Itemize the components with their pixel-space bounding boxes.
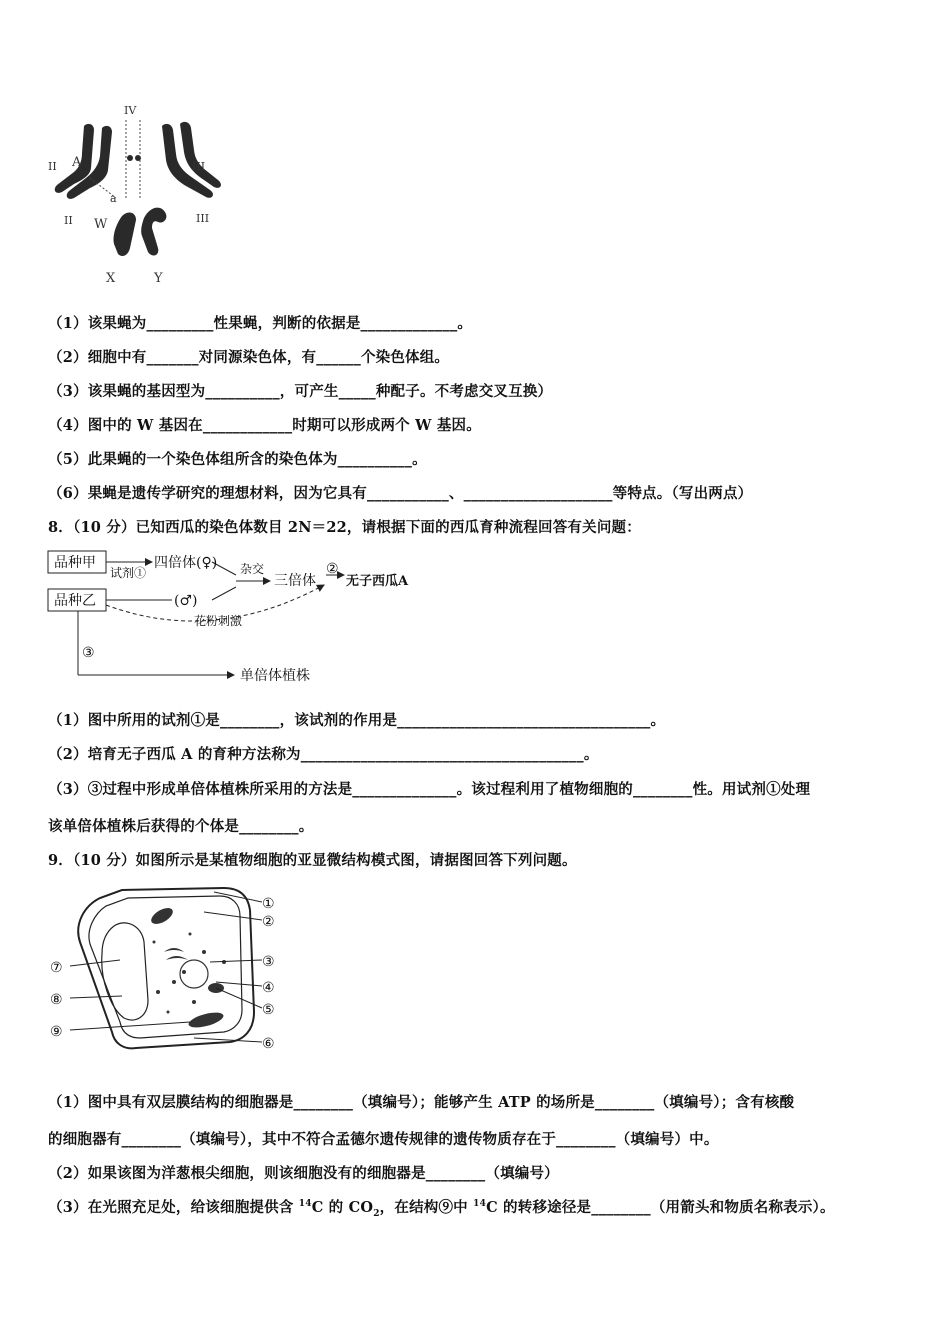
fly-karyotype-figure [44, 98, 230, 288]
q9-q3-superscript-2: 14 [473, 1199, 487, 1210]
q9-q3-part-3: ，在结构⑨中 [379, 1199, 474, 1216]
label-4: ④ [262, 980, 275, 996]
q9-q3-superscript-1: 14 [298, 1199, 312, 1210]
q8-question-2: （2）培育无子西瓜 A 的育种方法称为______________________________________。 [48, 746, 599, 763]
chloroplast-top [149, 905, 176, 927]
label-9: ⑨ [50, 1024, 63, 1040]
label-ii-bottom: II [64, 214, 73, 227]
label-tetraploid: 四倍体(♀) [154, 555, 218, 571]
label-male: (♂) [174, 593, 198, 609]
q9-q3-part-2: C 的 CO [311, 1199, 374, 1216]
fly-question-2: （2）细胞中有_______对同源染色体，有______个染色体组。 [48, 349, 450, 366]
label-reagent: 试剂① [110, 566, 147, 580]
label-seedless-watermelon: 无子西瓜A [346, 574, 409, 589]
fly-question-3: （3）该果蝇的基因型为__________，可产生_____种配子。不考虑交叉互换） [48, 383, 553, 400]
label-2: ② [262, 914, 275, 930]
label-3: ③ [262, 954, 275, 970]
label-8: ⑧ [50, 992, 63, 1008]
q8-question-1: （1）图中所用的试剂①是________，该试剂的作用是__________________________________。 [48, 712, 666, 729]
label-gene-a-lower: a [110, 192, 117, 205]
q8-title: 8．（10 分）已知西瓜的染色体数目 2N＝22，请根据下面的西瓜育种流程回答有关问题： [48, 519, 641, 536]
label-pollen-stimulation: 花粉刺激 [194, 614, 243, 628]
label-variety-b: 品种乙 [54, 593, 96, 609]
golgi-apparatus [164, 948, 188, 960]
label-6: ⑥ [262, 1036, 275, 1052]
label-ii-top: II [48, 160, 57, 173]
q9-question-3 [48, 1196, 835, 1219]
chromosome-y [141, 208, 166, 256]
label-triploid: 三倍体 [274, 573, 316, 589]
label-haploid-plant: 单倍体植株 [240, 668, 310, 684]
q8-question-3-cont: 该单倍体植株后获得的个体是________。 [48, 818, 314, 835]
label-gene-w: W [94, 217, 108, 232]
plant-cell-diagram [44, 882, 294, 1062]
label-y: Y [154, 271, 163, 286]
label-x: X [106, 271, 116, 286]
label-iii-top: III [192, 160, 206, 173]
label-5: ⑤ [262, 1002, 275, 1018]
label-cross: 杂交 [240, 562, 265, 576]
chromosome-x [113, 213, 136, 256]
fly-question-5: （5）此果蝇的一个染色体组所含的染色体为__________。 [48, 451, 427, 468]
q8-question-3: （3）③过程中形成单倍体植株所采用的方法是______________。该过程利用了植物细胞的________性。用试剂①处理 [48, 781, 811, 798]
label-variety-a: 品种甲 [54, 555, 96, 571]
label-1: ① [262, 896, 275, 912]
fly-question-1: （1）该果蝇为_________性果蝇，判断的依据是_____________。 [48, 315, 473, 332]
label-step-2: ② [326, 561, 339, 577]
q9-question-1: （1）图中具有双层膜结构的细胞器是________（填编号）；能够产生 ATP 的场所是________（填编号）；含有核酸 [48, 1094, 795, 1111]
label-iv: IV [124, 104, 137, 117]
label-gene-a-upper: A [72, 155, 82, 170]
fly-question-4: （4）图中的 W 基因在____________时期可以形成两个 W 基因。 [48, 417, 481, 434]
vacuole [102, 923, 148, 1020]
q9-title: 9．（10 分）如图所示是某植物细胞的亚显微结构模式图，请据图回答下列问题。 [48, 852, 577, 869]
label-7: ⑦ [50, 960, 63, 976]
label-step-3: ③ [82, 645, 95, 661]
watermelon-breeding-flowchart [44, 545, 444, 685]
chloroplast-bottom [187, 1010, 225, 1031]
nucleus [180, 960, 208, 988]
label-iii-bottom: III [196, 212, 210, 225]
q9-q3-part-4: C 的转移途径是________（用箭头和物质名称表示）。 [486, 1199, 835, 1216]
q9-q3-part-1: （3）在光照充足处，给该细胞提供含 [48, 1199, 299, 1216]
q9-question-2: （2）如果该图为洋葱根尖细胞，则该细胞没有的细胞器是________（填编号） [48, 1165, 559, 1182]
fly-question-6: （6）果蝇是遗传学研究的理想材料，因为它具有___________、____________________等特点。（写出两点） [48, 485, 753, 502]
q9-q3-subscript: 2 [373, 1208, 380, 1219]
q9-question-1-cont: 的细胞器有________（填编号），其中不符合孟德尔遗传规律的遗传物质存在于________（填编号）中。 [48, 1131, 719, 1148]
